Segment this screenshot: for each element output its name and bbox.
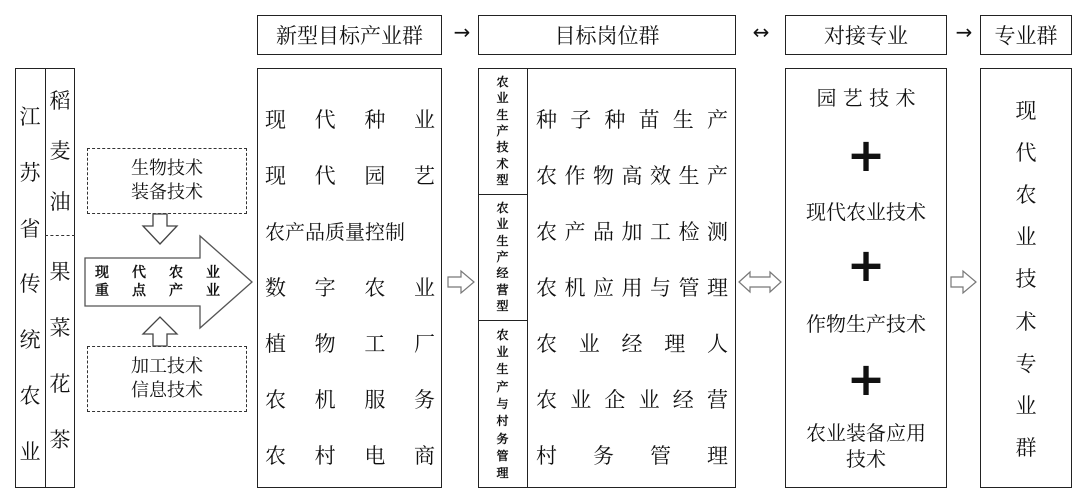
industry-item: 农 村 电 商: [265, 444, 435, 468]
job-item: 村 务 管 理: [536, 444, 728, 468]
job-type-village-affairs: 农 业 生 产 与 村 务 管 理: [496, 327, 509, 481]
crops-grain-label: 稻 麦 油: [49, 88, 71, 215]
job-type-separator: [478, 320, 527, 321]
industry-item: 农 机 服 务: [265, 388, 435, 412]
major-horticulture: 园 艺 技 术: [816, 86, 916, 110]
job-item: 农 作 物 高 效 生 产: [536, 164, 728, 188]
job-item: 农 业 经 理 人: [536, 332, 728, 356]
job-item: 种 子 种 苗 生 产: [536, 108, 728, 132]
tech-box-bottom: 加工技术 信息技术: [87, 346, 247, 412]
industry-item: 现 代 种 业: [265, 108, 435, 132]
up-arrow-icon: [143, 317, 177, 346]
industry-item: 植 物 工 厂: [265, 332, 435, 356]
hollow-right-arrow-icon-1: [448, 271, 474, 293]
modern-key-row1: 现 代 农 业: [95, 265, 220, 281]
arrow-right-icon: →: [453, 20, 471, 44]
double-arrow-icon: ↔: [752, 20, 770, 44]
hollow-right-arrow-icon-2: [951, 271, 976, 293]
job-type-divider: [527, 68, 528, 488]
industry-item: 现 代 园 艺: [265, 164, 435, 188]
tech-box-top: 生物技术 装备技术: [87, 148, 247, 214]
plus-icon: +: [846, 128, 886, 182]
arrow-right-icon-2: →: [955, 20, 973, 44]
header-major-group-label: 专业群: [994, 24, 1058, 48]
job-item: 农 机 应 用 与 管 理: [536, 276, 728, 300]
region-label: 江 苏 省 传 统 农 业: [19, 105, 41, 464]
major-agri-equipment-line2: 技术: [846, 447, 886, 471]
major-modern-agri-tech: 现代农业技术: [806, 200, 926, 224]
major-agri-equipment-line1: 农业装备应用: [806, 421, 926, 445]
header-docking-major-label: 对接专业: [824, 24, 908, 48]
major-group-label: 现 代 农 业 技 术 专 业 群: [1015, 98, 1037, 461]
job-type-separator: [478, 194, 527, 195]
major-agri-equipment: [785, 420, 947, 472]
header-job-group-label: 目标岗位群: [554, 24, 660, 48]
major-crop-production: 作物生产技术: [806, 312, 926, 336]
down-arrow-icon: [143, 214, 177, 244]
industry-item: 农产品质量控制: [265, 220, 405, 244]
hollow-double-arrow-icon: [739, 272, 781, 292]
job-item: 农 业 企 业 经 营: [536, 388, 728, 412]
header-industry-group-label: 新型目标产业群: [276, 24, 423, 48]
industry-list: [265, 68, 435, 488]
job-type-technical: 农 业 生 产 技 术 型: [496, 75, 509, 187]
job-item: 农 产 品 加 工 检 测: [536, 220, 728, 244]
industry-item: 数 字 农 业: [265, 276, 435, 300]
job-type-management: 农 业 生 产 经 营 型: [496, 201, 509, 313]
modern-key-row2: 重 点 产 业: [95, 283, 220, 299]
docking-major-list: [785, 68, 947, 488]
job-list: [536, 68, 728, 488]
plus-icon: +: [846, 238, 886, 292]
plus-icon: +: [846, 352, 886, 406]
modern-key-industry-label: [95, 264, 220, 300]
crops-horticulture-label: 果 菜 花 茶: [49, 259, 71, 453]
